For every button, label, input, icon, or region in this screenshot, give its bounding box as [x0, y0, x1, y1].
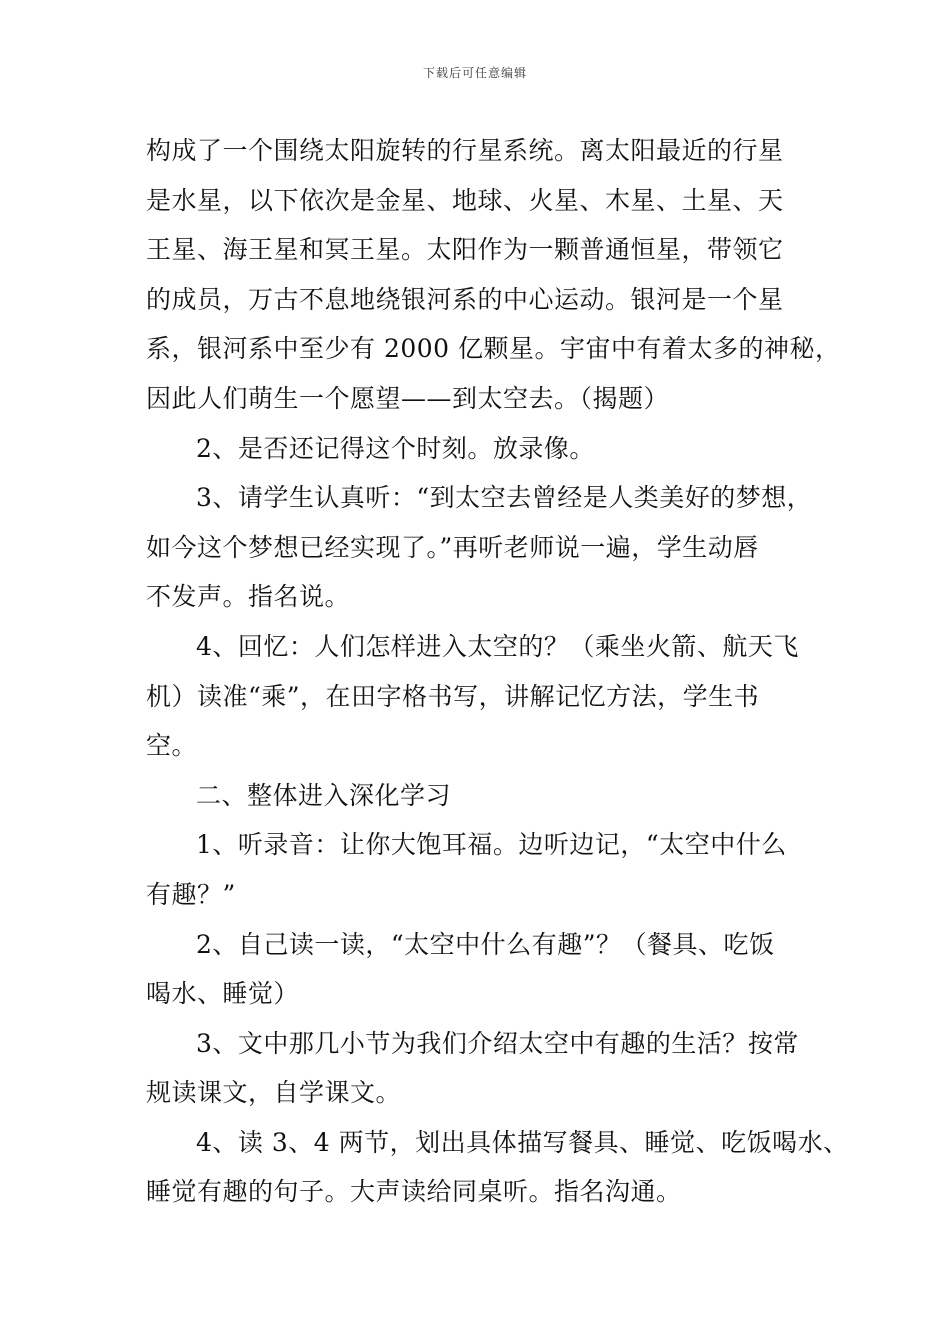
text-line: 4、读 3、4 两节，划出具体描写餐具、睡觉、吃饭喝水、: [196, 1127, 849, 1157]
text-line: 空。: [146, 731, 198, 761]
text-line: 是水星，以下依次是金星、地球、火星、木星、土星、天: [146, 185, 784, 215]
text-line: 4、回忆：人们怎样进入太空的？（乘坐火箭、航天飞: [196, 631, 799, 661]
text-line: 2、是否还记得这个时刻。放录像。: [196, 433, 595, 463]
text-line: 构成了一个围绕太阳旋转的行星系统。离太阳最近的行星: [146, 136, 784, 165]
text-line: 2、自己读一读，“太空中什么有趣”？（餐具、吃饭: [196, 929, 775, 959]
page-header: 下载后可任意编辑: [422, 66, 527, 80]
section-heading: 二、整体进入深化学习: [196, 780, 452, 810]
document-body: [146, 126, 849, 1217]
text-line: 不发声。指名说。: [146, 582, 351, 612]
text-line: 的成员，万古不息地绕银河系的中心运动。银河是一个星: [146, 284, 784, 314]
text-line: 如今这个梦想已经实现了。”再听老师说一遍，学生动唇: [146, 532, 759, 562]
text-line: 王星、海王星和冥王星。太阳作为一颗普通恒星，带领它: [146, 235, 784, 265]
text-line: 规读课文，自学课文。: [146, 1078, 402, 1108]
text-line: 机）读准“乘”，在田字格书写，讲解记忆方法，学生书: [146, 681, 760, 711]
text-line: 1、听录音：让你大饱耳福。边听边记，“太空中什么: [196, 830, 787, 860]
text-line: 因此人们萌生一个愿望——到太空去。（揭题）: [146, 383, 670, 413]
text-line: 睡觉有趣的句子。大声读给同桌听。指名沟通。: [146, 1177, 682, 1207]
text-line: 喝水、睡觉）: [146, 979, 300, 1009]
text-line: 3、请学生认真听：“到太空去曾经是人类美好的梦想，: [196, 483, 813, 513]
text-line: 系，银河系中至少有 2000 亿颗星。宇宙中有着太多的神秘，: [146, 334, 841, 364]
text-line: 3、文中那几小节为我们介绍太空中有趣的生活？按常: [196, 1028, 799, 1058]
text-line: 有趣？”: [146, 879, 236, 909]
